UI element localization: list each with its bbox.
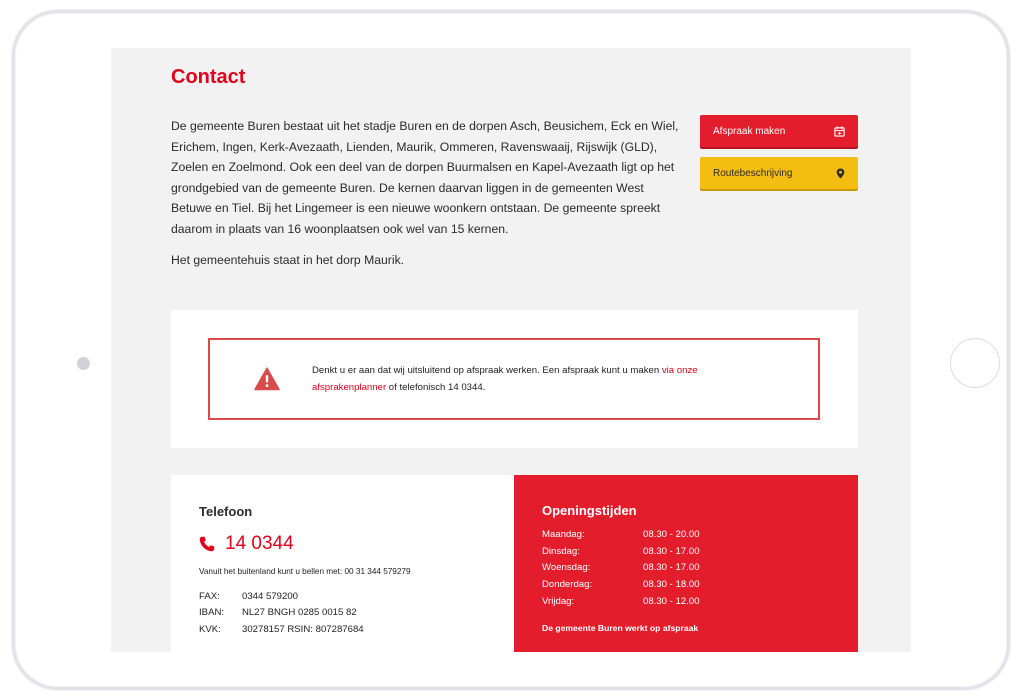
hours-day: Maandag: <box>542 528 585 540</box>
route-button-label: Routebeschrijving <box>713 167 793 179</box>
detail-row-fax <box>199 588 514 605</box>
detail-key: FAX: <box>199 590 220 602</box>
route-button[interactable] <box>700 157 858 189</box>
hours-row <box>542 593 858 610</box>
phone-number[interactable]: 14 0344 <box>225 533 294 554</box>
phone-icon <box>199 536 215 552</box>
hours-time: 08.30 - 17.00 <box>643 562 700 574</box>
notice-panel <box>171 310 858 448</box>
camera-dot <box>77 357 90 370</box>
hours-time: 08.30 - 12.00 <box>643 595 700 607</box>
phone-heading: Telefoon <box>199 504 253 519</box>
intro-paragraph-1: De gemeente Buren bestaat uit het stadje Buren en de dorpen Asch, Beusichem, Eck en Wiel, Erichem, Ingen, Kerk-Avezaath, Lienden, Maurik, Ommeren, Ravenswaaij, Rijswijk (GLD), Zoelen en Zoelmond. Ook een deel van de dorpen Buurmalsen en Kapel-Avezaath ligt op het grondgebied van de gemeente Buren. De kernen daarvan liggen in de gemeenten West Betuwe en Tiel. Bij het Lingemeer is een nieuwe woonkern ontstaan. De gemeente spreekt daarom in plaats van 16 woonplaatsen ook wel van 15 kernen. <box>171 119 679 236</box>
detail-value: 0344 579200 <box>242 590 299 602</box>
phone-row[interactable] <box>199 533 514 555</box>
notice-box <box>208 338 820 420</box>
opening-hours-list <box>542 526 858 609</box>
hours-day: Dinsdag: <box>542 545 580 557</box>
appointment-button[interactable] <box>700 115 858 147</box>
hours-row <box>542 559 858 576</box>
appointment-button-label: Afspraak maken <box>713 125 786 137</box>
contact-details <box>199 588 514 638</box>
detail-row-kvk <box>199 621 514 638</box>
appointment-note: De gemeente Buren werkt op afspraak <box>542 623 699 634</box>
contact-panel <box>171 475 514 652</box>
map-pin-icon <box>836 168 845 179</box>
hours-time: 08.30 - 18.00 <box>643 578 700 590</box>
screen <box>111 48 911 652</box>
page-title: Contact <box>171 66 246 88</box>
hours-day: Woensdag: <box>542 562 591 574</box>
opening-hours-heading: Openingstijden <box>542 503 637 518</box>
intro-paragraph-2: Het gemeentehuis staat in het dorp Maurik. <box>171 252 405 267</box>
abroad-phone-text: Vanuit het buitenland kunt u bellen met: 00 31 344 579279 <box>199 567 411 576</box>
calendar-icon <box>834 126 845 137</box>
detail-value: NL27 BNGH 0285 0015 82 <box>242 607 357 619</box>
hours-time: 08.30 - 17.00 <box>643 545 700 557</box>
detail-value: 30278157 RSIN: 807287684 <box>242 623 364 635</box>
hours-row <box>542 576 858 593</box>
notice-text-before: Denkt u er aan dat wij uitsluitend op afspraak werken. Een afspraak kunt u maken <box>312 365 662 376</box>
detail-row-iban <box>199 605 514 622</box>
notice-text <box>312 362 732 396</box>
hours-row <box>542 543 858 560</box>
detail-key: IBAN: <box>199 607 225 619</box>
detail-key: KVK: <box>199 623 221 635</box>
appointment-planner-link[interactable]: via onze afsprakenplanner <box>312 365 698 393</box>
hours-row <box>542 526 858 543</box>
warning-triangle-icon <box>254 367 280 391</box>
hours-day: Donderdag: <box>542 578 593 590</box>
home-button[interactable] <box>950 338 1000 388</box>
intro-text <box>171 116 683 280</box>
hours-day: Vrijdag: <box>542 595 575 607</box>
hours-time: 08.30 - 20.00 <box>643 528 700 540</box>
opening-hours-panel <box>514 475 858 652</box>
notice-text-after: of telefonisch 14 0344. <box>386 382 486 393</box>
